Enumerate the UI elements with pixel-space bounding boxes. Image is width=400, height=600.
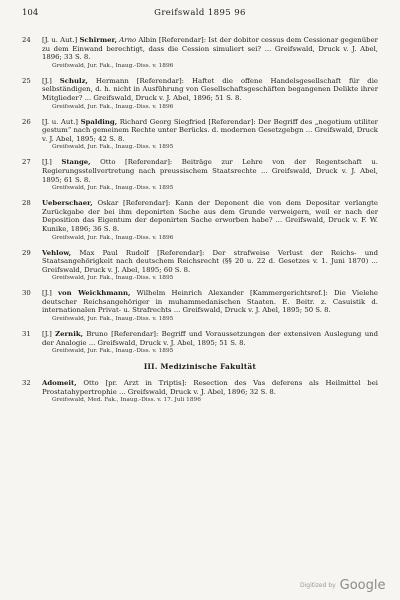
author-surname: Adomeit, <box>42 379 77 388</box>
section-heading: III. Medizinische Fakultät <box>143 362 257 372</box>
entry-number: 29 <box>22 248 31 257</box>
entry-prefix: [J.] <box>42 76 52 85</box>
entry-text: Otto [pr. Arzt in Triptis]: Resection des Vas deferens als Heilmittel bei Prostatahypertrophie ... Greifswald, Druck v. J. Abel, 1896; 32 S. 8. <box>42 379 378 396</box>
entry-text: Bruno [Referendar]: Begriff und Voraussetzungen der extensiven Auslegung und der Analogie ... Greifswald, Druck v. J. Abel, 1895; 51 S. 8. <box>42 330 378 347</box>
entry-prefix: [J. u. Aut.] <box>42 117 78 126</box>
entry-prefix: [J.] <box>42 330 52 339</box>
entry-number: 30 <box>22 289 31 298</box>
entry-number: 26 <box>22 117 31 126</box>
dissertation-note: Greifswald, Jur. Fak., Inaug.-Diss. v. 1896 <box>52 103 174 110</box>
entry-list <box>22 36 378 411</box>
google-logo: Google <box>339 578 386 593</box>
entry-text: Oskar [Referendar]: Kann der Deponent die von dem Depositar verlangte Zurückgabe der bei ihm deponirten Sache aus dem Grunde verweigern, weil er nach der Deposition das Eigentum der deponirten Sache erworben habe? ... Greifswald, Druck v. F. W. Kunike, 1896; 36 S. 8. <box>42 199 378 233</box>
dissertation-note: Greifswald, Jur. Fak., Inaug.-Diss. v. 1896 <box>52 62 174 69</box>
entry-text: Wilhelm Heinrich Alexander [Kammergerichtsref.]: Die Vielehe deutscher Reichsangehöriger in muhammedanischen Staaten. E. Beitr. z. Casuistik d. internationalen Privat- u. Strafrechts ... Greifswald, Druck v. J. Abel, 1895; 50 S. 8. <box>42 289 378 315</box>
entry-prefix: [J.] <box>42 158 52 167</box>
bibliography-entry <box>22 118 378 152</box>
bibliography-entry <box>22 249 378 283</box>
page-header <box>22 8 378 22</box>
bibliography-entry <box>22 199 378 241</box>
author-surname: von Weickhmann, <box>58 289 131 298</box>
author-surname: Spalding, <box>80 117 118 126</box>
entry-number: 28 <box>22 199 31 208</box>
entry-text: Albin [Referendar]: Ist der dobitor cessus dem Cessionar gegenüber zu dem Einwand berechtigt, dass die Cession simuliert sei? ... Greifswald, Druck v. J. Abel, 1896; 33 S. 8. <box>42 36 378 62</box>
author-firstname: Arno <box>119 36 137 44</box>
dissertation-note: Greifswald, Jur. Fak., Inaug.-Diss. v. 1895 <box>52 185 174 192</box>
entry-number: 31 <box>22 330 31 339</box>
entry-prefix: [J.] <box>42 289 52 298</box>
dissertation-note: Greifswald, Jur. Fak., Inaug.-Diss. v. 1895 <box>52 348 174 355</box>
entry-number: 25 <box>22 76 31 85</box>
entry-text: Hermann [Referendar]: Haftet die offene Handelsgesellschaft für die selbständigen, d. h. nicht in Ausführung von Gesellschaftsgeschäften begangenen Delikte ihrer Mitglieder? ... Greifswald, Druck v. J. Abel, 1896; 51 S. 8. <box>42 76 378 102</box>
page-number: 104 <box>22 8 39 18</box>
bibliography-entry <box>22 330 378 355</box>
author-surname: Ueberschaer, <box>42 199 93 208</box>
bibliography-entry <box>22 36 378 70</box>
dissertation-note: Greifswald, Med. Fak., Inaug.-Diss. v. 17. Juli 1896 <box>52 397 201 404</box>
bibliography-entry <box>22 379 378 404</box>
dissertation-note: Greifswald, Jur. Fak., Inaug.-Diss. v. 1895 <box>52 275 174 282</box>
entry-text: Otto [Referendar]: Beiträge zur Lehre von der Regentschaft u. Regierungsstellvertretung nach preussischem Staatsrechte ... Greifswald, Druck v. J. Abel, 1895; 61 S. 8. <box>42 158 378 184</box>
entry-text: Max Paul Rudolf [Referendar]: Der strafweise Verlust der Reichs- und Staatsangehörigkeit nach deutschem Reichsrecht (§§ 20 u. 22 d. Gesetzes v. 1. Juni 1870) ... Greifswald, Druck v. J. Abel, 1895; 60 S. 8. <box>42 248 378 274</box>
author-surname: Schulz, <box>59 76 88 85</box>
author-surname: Schirmer, <box>79 36 118 44</box>
entry-number: 24 <box>22 36 31 44</box>
dissertation-note: Greifswald, Jur. Fak., Inaug.-Diss. v. 1895 <box>52 316 174 323</box>
digitized-watermark <box>300 578 385 593</box>
author-surname: Vehlow, <box>42 248 72 257</box>
bibliography-entry <box>22 289 378 323</box>
entry-number: 27 <box>22 158 31 167</box>
author-surname: Stange, <box>61 158 91 167</box>
running-title: Greifswald 1895 96 <box>154 8 246 18</box>
author-surname: Zernik, <box>55 330 83 339</box>
dissertation-note: Greifswald, Jur. Fak., Inaug.-Diss. v. 1895 <box>52 144 174 151</box>
entry-prefix: [J. u. Aut.] <box>42 36 78 44</box>
bibliography-entry <box>22 77 378 111</box>
bibliography-entry <box>22 158 378 192</box>
watermark-text: Digitized by <box>300 582 336 589</box>
entry-number: 32 <box>22 379 31 388</box>
entry-text: Richard Georg Siegfried [Referendar]: Der Begriff des „negotium utiliter gestum“ nach gemeinem Rechte unter Berücks. d. modernen Gesetzgebgn ... Greifswald, Druck v. J. Abel, 1895; 42 S. 8. <box>42 117 378 143</box>
dissertation-note: Greifswald, Jur. Fak., Inaug.-Diss. v. 1896 <box>52 234 174 241</box>
